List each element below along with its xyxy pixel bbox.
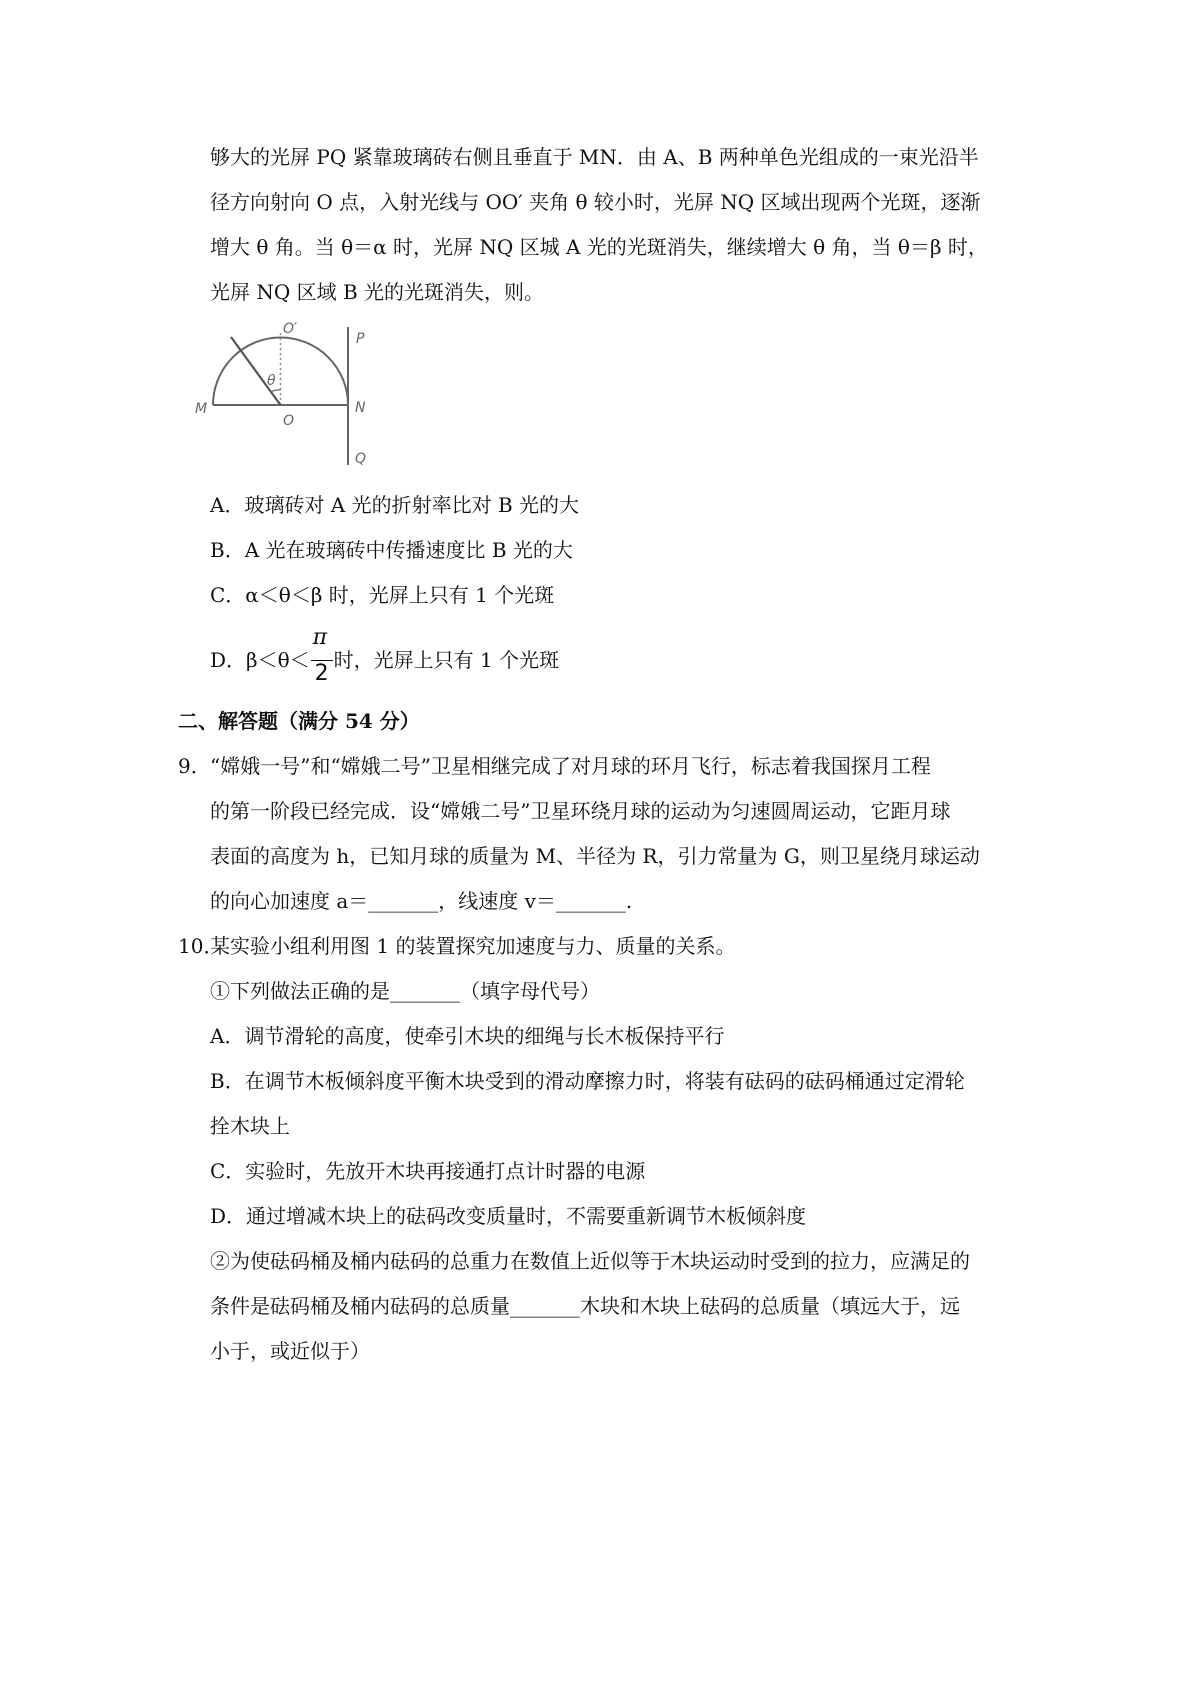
q8-stem-line-4: 光屏 NQ 区域 B 光的光斑消失，则。 [210,280,545,304]
q10-line-1: 某实验小组利用图 1 的装置探究加速度与力、质量的关系。 [210,934,736,958]
q9-line-1: “嫦娥一号”和“嫦娥二号”卫星相继完成了对月球的环月飞行，标志着我国探月工程 [210,754,931,778]
q10-option-c: C．实验时，先放开木块再接通打点计时器的电源 [210,1159,646,1183]
theta-arc [271,390,281,392]
fraction-numerator: π [312,624,328,650]
q9-line-2: 的第一阶段已经完成．设“嫦娥二号”卫星环绕月球的运动为匀速圆周运动，它距月球 [210,799,951,823]
q10-number: 10． [178,934,224,958]
label-theta: θ [267,373,276,389]
label-o-prime: O′ [283,321,298,337]
label-n: N [355,400,366,416]
q9-number: 9． [178,754,211,778]
section-heading: 二、解答题（满分 54 分） [178,709,420,733]
q10-option-a: A．调节滑轮的高度，使牵引木块的细绳与长木板保持平行 [210,1024,725,1048]
q10-option-b-line-2: 拴木块上 [210,1114,290,1138]
q10-option-b-line-1: B．在调节木板倾斜度平衡木块受到的滑动摩擦力时，将装有砝码的砝码桶通过定滑轮 [210,1069,965,1093]
q8-option-d [210,624,560,686]
label-p: P [356,331,365,347]
fraction-denominator: 2 [314,660,329,686]
q10-part2-line-1: ②为使砝码桶及桶内砝码的总重力在数值上近似等于木块运动时受到的拉力，应满足的 [210,1249,970,1273]
q8-option-c: C．α＜θ＜β 时，光屏上只有 1 个光斑 [210,583,555,607]
label-m: M [195,401,208,417]
q10-option-d: D．通过增减木块上的砝码改变质量时，不需要重新调节木板倾斜度 [210,1204,807,1228]
q9-line-4: 的向心加速度 a＝_______，线速度 v＝_______. [210,889,633,913]
q8-option-a: A．玻璃砖对 A 光的折射率比对 B 光的大 [210,493,580,517]
incident-ray [231,337,281,405]
label-q: Q [355,451,367,467]
q8-option-b: B．A 光在玻璃砖中传播速度比 B 光的大 [210,538,573,562]
q8-option-d-suffix: 时，光屏上只有 1 个光斑 [333,648,560,672]
q8-stem-line-1: 够大的光屏 PQ 紧靠玻璃砖右侧且垂直于 MN．由 A、B 两种单色光组成的一束光沿半 [210,145,979,169]
q8-stem-line-2: 径方向射向 O 点，入射光线与 OO′ 夹角 θ 较小时，光屏 NQ 区域出现两个光斑，逐渐 [210,190,981,214]
q8-stem-line-3: 增大 θ 角。当 θ＝α 时，光屏 NQ 区城 A 光的光斑消失，继续增大 θ 角，当 θ＝β 时， [210,235,988,259]
q10-line-2: ①下列做法正确的是_______（填字母代号） [210,979,600,1003]
q10-part2-line-3: 小于，或近似于） [210,1339,370,1363]
label-o: O [283,413,295,429]
q9-line-3: 表面的高度为 h，已知月球的质量为 M、半径为 R，引力常量为 G，则卫星绕月球运动 [210,844,980,868]
pi-over-two-fraction [311,624,333,686]
q8-option-d-prefix: D．β＜θ＜ [210,648,310,672]
q10-part2-line-2: 条件是砝码桶及桶内砝码的总质量_______木块和木块上砝码的总质量（填远大于，远 [210,1294,960,1318]
